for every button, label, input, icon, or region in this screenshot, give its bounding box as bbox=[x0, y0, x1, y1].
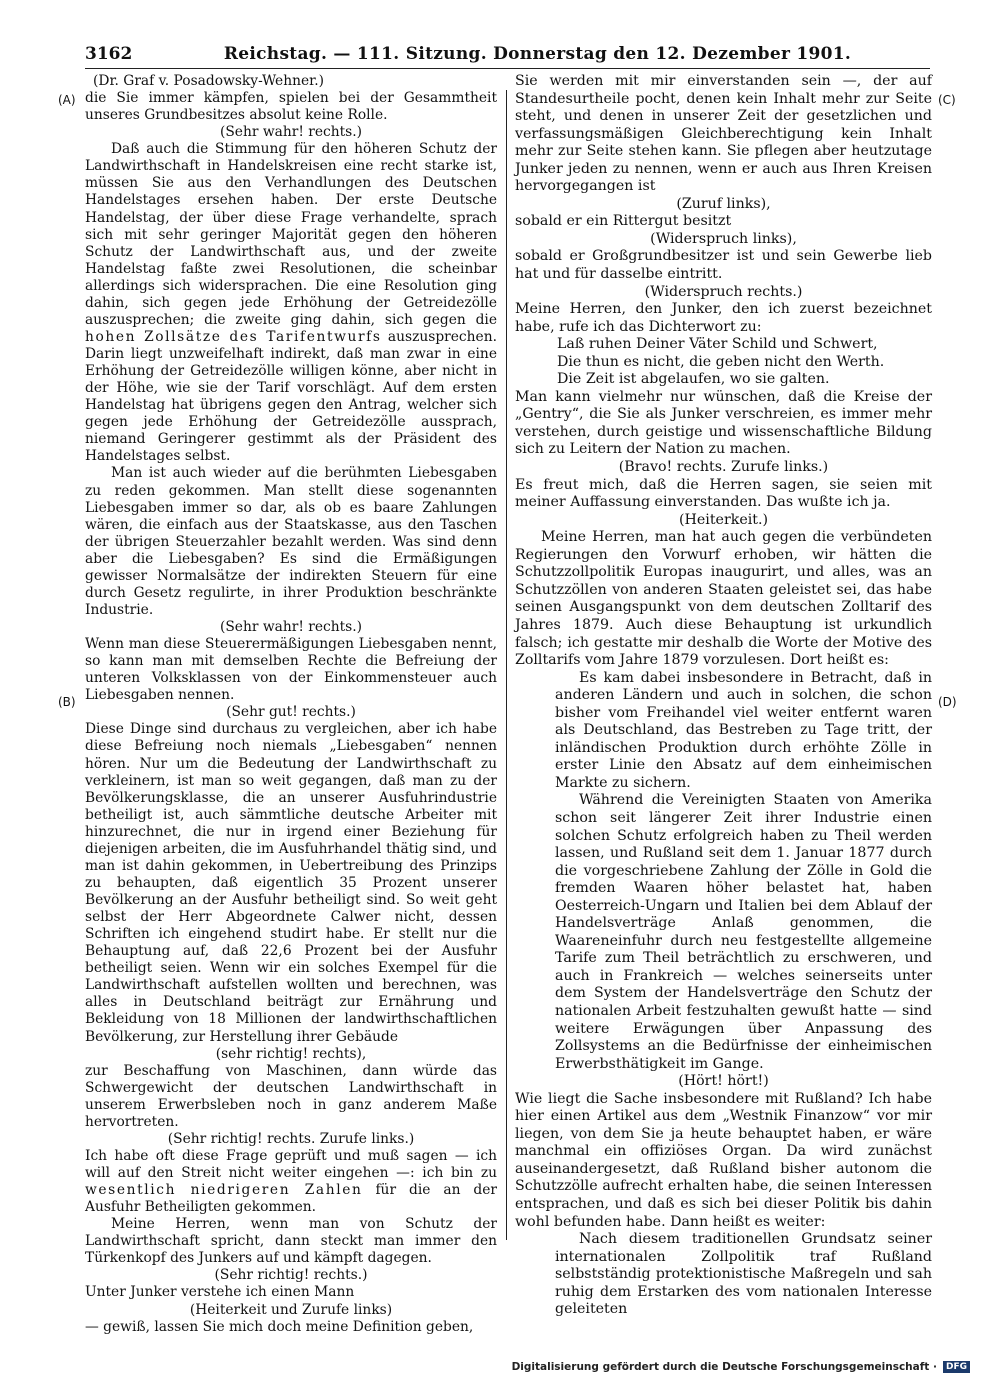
paragraph: zur Beschaffung von Maschinen, dann würde das Schwergewicht der deutschen Landwirthschaft in unserem Erwerbsleben noch in ganz anderem Maße hervortreten. bbox=[85, 1062, 497, 1130]
interjection: (Sehr gut! rechts.) bbox=[226, 704, 356, 721]
block-quote: Während die Vereinigten Staaten von Amerika schon seit längerer Zeit ihrer Industrie einen solchen Schutz erfolgreich haben zu Theil werden lassen, und Rußland seit dem 1. Januar 1877 durch die vorgeschriebene Zahlung der Zölle in Gold die fremden Waaren höher belastet hat, haben Oesterreich-Ungarn und Italien bei dem Ablauf der Handelsverträge Anlaß genommen, die Waareneinfuhr durch neu festgestellte allgemeine Tarife zum Theil beträchtlich zu erschweren, und auch in Frankreich — welches seinerseits unter dem System der Handelsverträge den Schutz der nationalen Arbeit festzuhalten gewußt hatte — sind weitere Erwägungen über Anpassung des Zollsystems an die Bedürfnisse der einheimischen Erwerbsthätigkeit im Gange. bbox=[555, 792, 932, 1072]
interjection: (Heiterkeit und Zurufe links) bbox=[189, 1301, 393, 1318]
paragraph: Man kann vielmehr nur wünschen, daß die Kreise der „Gentry“, die Sie als Junker verschreien, es immer mehr verstehen, durch geistige und wissenschaftliche Bildung sich zu Leitern der Nation zu machen. bbox=[515, 388, 932, 458]
verse-line: Laß ruhen Deiner Väter Schild und Schwert, bbox=[557, 336, 878, 353]
paragraph: Man ist auch wieder auf die berühmten Liebesgaben zu reden gekommen. Man stellt diese sogenannten Liebesgaben immer so dar, als ob es baare Zahlungen wären, die einfach aus der Staatskasse, aus den Taschen der übrigen Steuerzahler bezahlt werden. Was sind denn aber die Liebesgaben? Es sind die Ermäßigungen gewisser Normalsätze der indirekten Steuern für eine durch Gesetz regulirte, in ihrer Produktion beschränkte Industrie. bbox=[85, 465, 497, 618]
column-divider bbox=[506, 90, 507, 1240]
paragraph: Diese Dinge sind durchaus zu vergleichen, aber ich habe diese Befreiung noch niemals „Liebesgaben“ nennen hören. Nur um die Bedeutung der Landwirthschaft zu verkleinern, ist man so weit gegangen, daß man zu der Bevölkerungsklasse, die an unserer Ausfuhrindustrie betheiligt ist, auch sämmtliche deutsche Arbeiter mit hinzurechnet, die nur in irgend einer Beziehung für diejenigen arbeiten, die im Ausfuhrhandel thätig sind, und man ist dahin gekommen, in Uebertreibung des Prinzips zu behaupten, daß eigentlich 35 Prozent unserer Bevölkerung an der Ausfuhr betheiligt sind. So weit geht selbst der Herr Abgeordnete Calwer nicht, dessen Schriften ich eingehend studirt habe. Er stellt nur die Behauptung auf, daß 22,6 Prozent bei der Ausfuhr betheiligt seien. Wenn wir ein solches Exempel für die Landwirthschaft aufstellen wollten und berechnen, was alles in Deutschland beiträgt zur Ernährung und Bekleidung von 18 Millionen der landwirthschaftlichen Bevölkerung, zur Herstellung ihrer Gebäude bbox=[85, 721, 497, 1045]
block-quote: Nach diesem traditionellen Grundsatz seiner internationalen Zollpolitik traf Rußland selbstständig protektionistische Maßregeln und sah ruhig dem Erstarken des vom nationalen Interesse geleiteten bbox=[555, 1231, 932, 1318]
paragraph: Ich habe oft diese Frage geprüft und muß sagen — ich will auf den Streit nicht weiter eingehen —: ich bin zu wesentlich niedrigeren Zahlen für die an der Ausfuhr Betheiligten gekommen. bbox=[85, 1147, 497, 1216]
spaced-emphasis: wesentlich niedrigeren Zahlen bbox=[85, 1182, 363, 1199]
interjection: (Widerspruch links), bbox=[650, 230, 797, 247]
footer-text: Digitalisierung gefördert durch die Deutsche Forschungsgemeinschaft · bbox=[511, 1361, 937, 1373]
running-title: Reichstag. — 111. Sitzung. Donnerstag den 12. Dezember 1901. bbox=[223, 44, 852, 64]
left-column bbox=[85, 73, 497, 1336]
paragraph: die Sie immer kämpfen, spielen bei der Gesammtheit unseres Grundbesitzes absolut keine Rolle. bbox=[85, 90, 497, 124]
interjection: (Sehr wahr! rechts.) bbox=[219, 124, 363, 141]
margin-marker-b: (B) bbox=[58, 695, 76, 709]
block-quote: Es kam dabei insbesondere in Betracht, daß in anderen Ländern und auch in solchen, die schon bisher vom Freihandel viel weiter entfernt waren als Deutschland, das Bestreben zu Tage tritt, der inländischen Produktion durch erhöhte Zölle in erster Linie den Absatz auf dem einheimischen Markte zu sichern. bbox=[555, 669, 932, 791]
interjection: (Sehr richtig! rechts. Zurufe links.) bbox=[167, 1130, 415, 1147]
interjection: (Bravo! rechts. Zurufe links.) bbox=[618, 459, 829, 476]
paragraph: sobald er Großgrundbesitzer ist und sein Gewerbe lieb hat und für dasselbe eintritt. bbox=[515, 248, 932, 283]
verse-line: Die Zeit ist abgelaufen, wo sie galten. bbox=[557, 371, 830, 388]
interjection: (Zuruf links), bbox=[676, 195, 771, 212]
spaced-emphasis: hohen Zollsätze des Tarifentwurfs bbox=[85, 328, 382, 345]
paragraph: Meine Herren, wenn man von Schutz der Landwirthschaft spricht, dann steckt man immer den Türkenkopf des Junkers auf und kämpft dagegen. bbox=[85, 1216, 497, 1267]
interjection: (sehr richtig! rechts), bbox=[215, 1045, 367, 1062]
paragraph: Wie liegt die Sache insbesondere mit Rußland? Ich habe hier einen Artikel aus dem „Westnik Finanzow“ vor mir liegen, von dem Sie ja heute behauptet haben, er wäre manchmal ein offiziöses Organ. Da wird zunächst auseinandergesetzt, daß Rußland bisher autonom die Schutzzölle aufrecht erhalten habe, die seinen Interessen entsprachen, und daß es sich bei dieser Politik bis dahin wohl befunden habe. Dann heißt es weiter: bbox=[515, 1090, 932, 1230]
dfg-logo-icon: DFG bbox=[943, 1361, 970, 1373]
paragraph: Unter Junker verstehe ich einen Mann bbox=[85, 1284, 355, 1301]
paragraph: — gewiß, lassen Sie mich doch meine Definition geben, bbox=[85, 1318, 474, 1335]
page-header bbox=[85, 44, 930, 68]
interjection: (Hört! hört!) bbox=[678, 1073, 769, 1090]
interjection: (Heiterkeit.) bbox=[679, 511, 768, 528]
margin-marker-c: (C) bbox=[938, 93, 956, 107]
speaker-label: (Dr. Graf v. Posadowsky-Wehner.) bbox=[93, 73, 324, 89]
paragraph: Meine Herren, man hat auch gegen die verbündeten Regierungen den Vorwurf erhoben, wir hätten die Schutzzollpolitik Europas inaugurirt, und alles, was an Schutzzöllen von anderen Staaten geleistet sei, das habe seinen Ausgangspunkt von dem deutschen Zolltarif des Jahres 1879. Auch diese Behauptung ist urkundlich falsch; ich gestatte mir deshalb die Worte der Motive des Zolltarifs vom Jahre 1879 vorzulesen. Dort heißt es: bbox=[515, 529, 932, 669]
interjection: (Sehr wahr! rechts.) bbox=[219, 619, 363, 635]
paragraph: Wenn man diese Steuerermäßigungen Liebesgaben nennt, so kann man mit demselben Rechte die Befreiung der unteren Volksklassen von der Einkommensteuer auch Liebesgaben nennen. bbox=[85, 636, 497, 704]
footer-credit bbox=[512, 1361, 970, 1373]
interjection: (Sehr richtig! rechts.) bbox=[214, 1267, 368, 1284]
paragraph: Daß auch die Stimmung für den höheren Schutz der Landwirthschaft in Handelskreisen eine recht starke ist, müssen Sie aus den Verhandlungen des Deutschen Handelstages ersehen haben. Der erste Deutsche Handelstag, der über diese Frage verhandelte, sprach sich mit sehr geringer Majorität gegen den höheren Schutz der Landwirthschaft aus, und der zweite Handelstag faßte zwei Resolutionen, die scheinbar allerdings sich widersprachen. Die eine Resolution ging dahin, sich gegen jede Erhöhung der Getreidezölle auszusprechen; die zweite ging dahin, sich gegen die hohen Zollsätze des Tarifentwurfs auszusprechen. Darin liegt unzweifelhaft indirekt, daß man zwar in eine Erhöhung der Getreidezölle willigen könne, aber nicht in der Höhe, wie sie der Tarif vorschlägt. Auf dem ersten Handelstag hat übrigens gegen den Antrag, welcher sich gegen jede Erhöhung der Getreidezölle aussprach, niemand Geringerer gestimmt als der Präsident des Handelstages selbst. bbox=[85, 141, 497, 465]
page-number: 3162 bbox=[85, 44, 133, 64]
paragraph: Meine Herren, den Junker, den ich zuerst bezeichnet habe, rufe ich das Dichterwort zu: bbox=[515, 301, 932, 335]
paragraph: sobald er ein Rittergut besitzt bbox=[515, 213, 732, 230]
margin-marker-a: (A) bbox=[58, 93, 76, 107]
paragraph: Sie werden mit mir einverstanden sein —, der auf Standesurtheile pocht, denen kein Inhalt mehr zur Seite steht, und denen in unserer Zeit der gesetzlichen und verfassungsmäßigen Gleichberechtigung kein Inhalt mehr zur Seite stehen kann. Sie pflegen aber heutzutage Junker jeden zu nennen, wenn er auch aus Ihren Kreisen hervorgegangen ist bbox=[515, 73, 932, 195]
interjection: (Widerspruch rechts.) bbox=[644, 283, 803, 300]
margin-marker-d: (D) bbox=[938, 695, 957, 709]
header-rule bbox=[85, 68, 930, 69]
right-column bbox=[515, 73, 932, 1319]
verse-line: Die thun es nicht, die geben nicht den Werth. bbox=[557, 353, 885, 370]
paragraph: Es freut mich, daß die Herren sagen, sie seien mit meiner Auffassung einverstanden. Das wußte ich ja. bbox=[515, 476, 932, 511]
